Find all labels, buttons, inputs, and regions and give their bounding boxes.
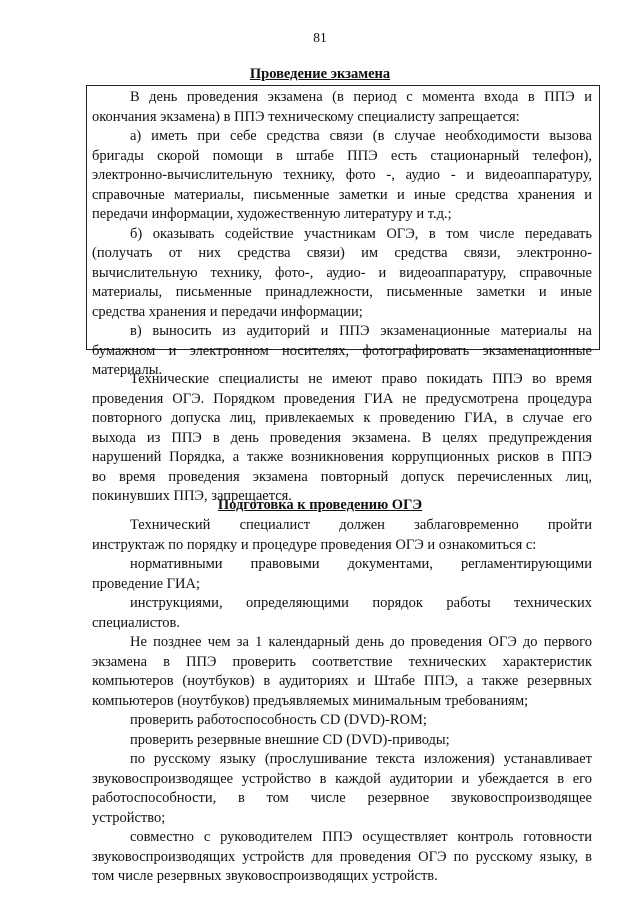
text-line: Технические специалисты не имеют право покидать ППЭ во время [130, 371, 592, 387]
text-line: электронно-вычислительную технику, фото -, аудио - и видеоаппаратуру, [92, 167, 592, 183]
text-line: Не позднее чем за 1 календарный день до проведения ОГЭ до первого [130, 634, 592, 650]
text-line: работоспособности, в том числе резервное звуковоспроизводящее [92, 790, 592, 806]
heading-exam-conduct: Проведение экзамена [249, 66, 391, 82]
text-line: звуковоспроизводящее устройство в каждой аудитории и убеждается в его [92, 770, 592, 787]
text-line: экзамена в ППЭ проверить соответствие технических характеристик [92, 653, 592, 670]
prohibitions-text [92, 88, 592, 381]
preparation-text [92, 516, 592, 887]
text-line: проведение ГИА; [92, 575, 201, 592]
page-number: 81 [313, 30, 327, 45]
text-line: нарушений Порядка, а также возникновения коррупционных рисков в ППЭ [92, 449, 592, 465]
text-line: б) оказывать содействие участникам ОГЭ, в том числе передавать [130, 225, 592, 242]
text-line: выхода из ППЭ в день проведения экзамена. В целях предупреждения [92, 429, 592, 446]
readmission-paragraph [92, 370, 592, 507]
text-line: устройство; [92, 809, 166, 826]
text-line: материалы. [92, 362, 163, 378]
text-line: В день проведения экзамена (в период с момента входа в ППЭ и [130, 89, 592, 105]
text-line: передачи информации, художественную литературу и т.д.; [92, 206, 452, 222]
text-line: материалы, письменные принадлежности, письменные заметки и иные [92, 284, 592, 300]
text-line: нормативными правовыми документами, регламентирующими [130, 556, 592, 572]
text-line: совместно с руководителем ППЭ осуществляет контроль готовности [130, 829, 592, 845]
text-line: а) иметь при себе средства связи (в случае необходимости вызова [130, 128, 592, 144]
text-line: повторного допуска лиц, привлекаемых к проведению ГИА, в случае его [92, 410, 592, 426]
text-line: бригады скорой помощи в штабе ППЭ есть стационарный телефон), [92, 147, 592, 164]
text-line: проверить резервные внешние CD (DVD)-приводы; [130, 731, 450, 748]
text-line: (получать от них средства связи) им средства связи, электронно- [92, 245, 592, 261]
text-line: компьютеров (ноутбуков) в аудиториях и Штабе ППЭ, а также резервных [92, 673, 592, 689]
text-line: звуковоспроизводящих устройств для проведения ОГЭ по русскому языку, в [92, 848, 592, 865]
text-line: окончания экзамена) в ППЭ техническому специалисту запрещается: [92, 108, 520, 125]
text-line: в) выносить из аудиторий и ППЭ экзаменационные материалы на [130, 323, 592, 339]
text-line: проведения ОГЭ. Порядком проведения ГИА не предусмотрена процедура [92, 390, 592, 407]
text-line: проверить работоспособность CD (DVD)-ROM; [130, 712, 427, 728]
text-line: компьютеров (ноутбуков) предъявляемых минимальным требованиям; [92, 692, 529, 709]
text-line: покинувших ППЭ, запрещается. [92, 488, 292, 504]
text-line: специалистов. [92, 614, 181, 631]
heading-oge-preparation: Подготовка к проведению ОГЭ [217, 497, 423, 513]
text-line: средства хранения и передачи информации; [92, 303, 363, 320]
text-line: инструктаж по порядку и процедуре проведения ОГЭ и ознакомиться с: [92, 536, 537, 553]
text-line: по русскому языку (прослушивание текста изложения) устанавливает [130, 751, 592, 767]
text-line: бумажном и электронном носителях, фотографировать экзаменационные [92, 342, 592, 359]
text-line: том числе резервных звуковоспроизводящих устройств. [92, 868, 438, 884]
text-line: во время проведения экзамена повторный допуск перечисленных лиц, [92, 468, 592, 485]
text-line: Технический специалист должен заблаговременно пройти [130, 517, 592, 533]
text-line: инструкциями, определяющими порядок работы технических [130, 595, 592, 611]
text-line: вычислительную технику, фото-, аудио- и видеоаппаратуру, справочные [92, 264, 592, 281]
text-line: справочные материалы, письменные заметки и иные средства хранения и [92, 186, 592, 203]
